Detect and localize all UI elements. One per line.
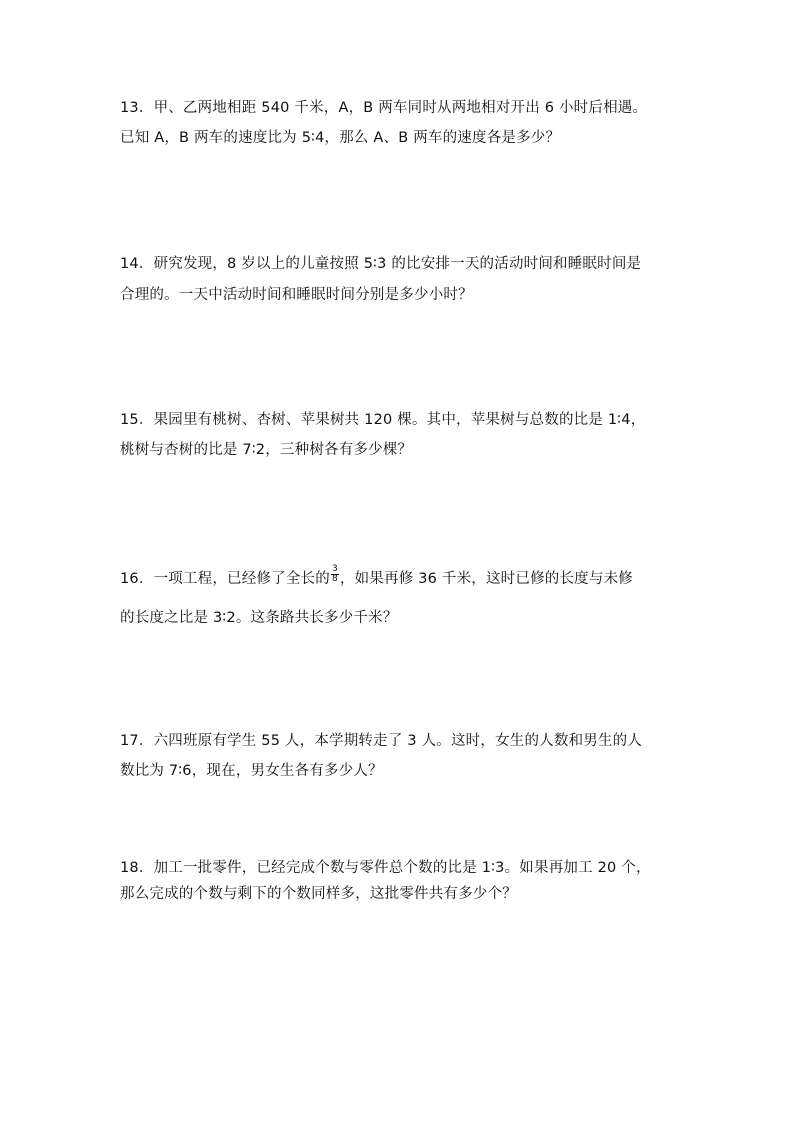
problem-18-text-1: 加工一批零件，已经完成个数与零件总个数的比是 1∶3。如果再加工 20 个， [153, 860, 651, 876]
problem-17-number: 17． [120, 733, 154, 749]
problem-18-line-1 [120, 858, 651, 878]
problem-15-text-1: 果园里有桃树、杏树、苹果树共 120 棵。其中，苹果树与总数的比是 1∶4， [153, 412, 646, 428]
problem-17-text-1: 六四班原有学生 55 人，本学期转走了 3 人。这时，女生的人数和男生的人 [153, 733, 643, 749]
problem-13-number: 13． [120, 100, 154, 116]
fraction-denominator: 8 [331, 573, 338, 584]
problem-17-line-1 [120, 731, 642, 751]
problem-13-line-1 [120, 98, 647, 118]
problem-18-text-2: 那么完成的个数与剩下的个数同样多，这批零件共有多少个？ [120, 886, 517, 902]
problem-18-line-2 [120, 884, 517, 904]
problem-15-line-1 [120, 410, 645, 430]
fraction-three-eighths [331, 565, 339, 584]
problem-13-text-2: 已知 A，B 两车的速度比为 5∶4，那么 A、B 两车的速度各是多少？ [120, 130, 561, 146]
problem-16-text-1a: 一项工程，已经修了全长的 [153, 571, 330, 587]
problem-15-number: 15． [120, 412, 154, 428]
problem-16-line-2 [120, 608, 398, 628]
problem-16-number: 16． [120, 571, 154, 587]
problem-17-line-2 [120, 761, 383, 781]
problem-13-text-1: 甲、乙两地相距 540 千米，A，B 两车同时从两地相对开出 6 小时后相遇。 [153, 100, 648, 116]
problem-14-number: 14． [120, 256, 154, 272]
problem-13-line-2 [120, 128, 560, 148]
problem-15-text-2: 桃树与杏树的比是 7∶2，三种树各有多少棵？ [120, 442, 413, 458]
fraction-numerator: 3 [331, 563, 338, 574]
problem-14-line-1 [120, 254, 641, 274]
problem-15-line-2 [120, 440, 412, 460]
problem-18-number: 18． [120, 860, 154, 876]
problem-16-text-1b: ，如果再修 36 千米，这时已修的长度与未修 [339, 571, 633, 587]
problem-16-text-2: 的长度之比是 3∶2。这条路共长多少千米？ [120, 610, 398, 626]
problem-14-text-2: 合理的。一天中活动时间和睡眠时间分别是多少小时？ [120, 287, 473, 303]
problem-16-line-1 [120, 563, 633, 589]
problem-14-line-2 [120, 285, 473, 305]
problem-17-text-2: 数比为 7∶6，现在，男女生各有多少人？ [120, 763, 383, 779]
problem-14-text-1: 研究发现，8 岁以上的儿童按照 5∶3 的比安排一天的活动时间和睡眠时间是 [153, 256, 642, 272]
